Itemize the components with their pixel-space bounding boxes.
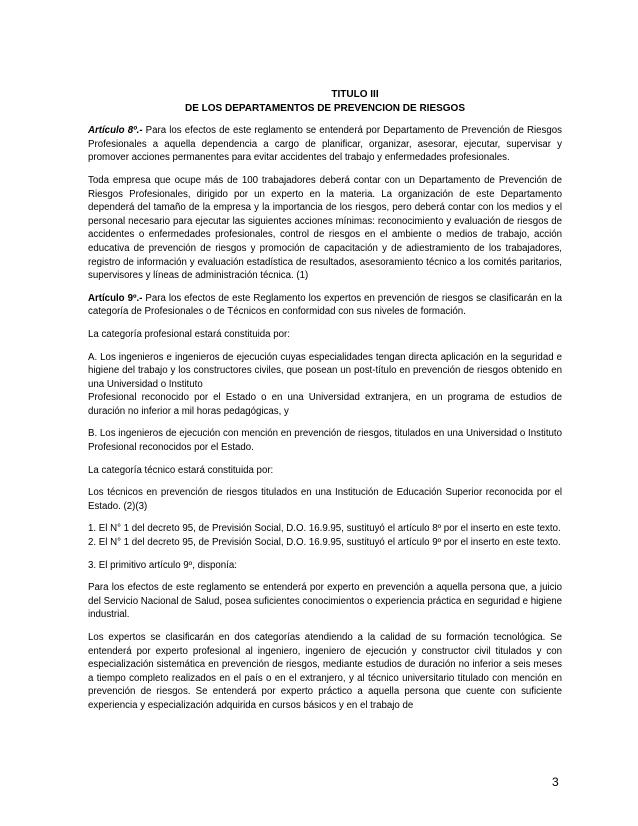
- item-a-line-2: Profesional reconocido por el Estado o en una Universidad extranjera, en un programa de estudios de duración no inferior a mil horas pedagógicas, y: [88, 392, 562, 417]
- footnotes-1-2: [88, 522, 562, 549]
- footnote-3: 3. El primitivo artículo 9º, disponía:: [88, 559, 237, 571]
- item-b-paragraph: B. Los ingenieros de ejecución con mención en prevención de riesgos, titulados en una Universidad o Instituto Profesional reconocidos por el Estado.: [88, 428, 562, 454]
- technical-category-heading: La categoría técnico estará constituida por:: [88, 464, 274, 476]
- page-number: 3: [552, 775, 559, 789]
- page-content: [88, 88, 562, 722]
- article-9-paragraph: [88, 292, 562, 319]
- expert-classification-paragraph: Los expertos se clasificarán en dos categorías atendiendo a la calidad de su formación tecnológica. Se entenderá por experto profesional al ingeniero, ingeniero de ejecución y constructor civil titulados y con especialización sistemática en prevención de riesgos, mediante estudios de duración no inferior a seis meses a tiempo completo realizados en el país o en el extranjero, y al técnico universitario titulado con mención en prevención de riesgos. Se entenderá por experto práctico a aquella persona que cuente con suficiente experiencia y especialización adquirida en cursos básicos y en el trabajo de: [88, 632, 562, 711]
- company-department-paragraph: Toda empresa que ocupe más de 100 trabajadores deberá contar con un Departamento de Prevención de Riesgos Profesionales, dirigido por un experto en la materia. La organización de este Departamento dependerá del tamaño de la empresa y la importancia de los riesgos, pero deberá contar con los medios y el personal necesario para ejecutar las siguientes acciones mínimas: reconocimiento y evaluación de riesgos de accidentes o enfermedades profesionales, control de riesgos en el ambiente o medios de trabajo, acción educativa de prevención de riesgos y promoción de capacitación y de adiestramiento de los trabajadores, registro de información y evaluación estadística de resultados, asesoramiento técnico a los comités paritarios, supervisores y líneas de administración técnica. (1): [88, 174, 562, 282]
- footnote-1: 1. El N° 1 del decreto 95, de Previsión Social, D.O. 16.9.95, sustituyó el artículo 8º por el inserto en este texto.: [88, 523, 561, 535]
- title-line-2: DE LOS DEPARTAMENTOS DE PREVENCION DE RIESGOS: [184, 102, 466, 114]
- technicians-paragraph: Los técnicos en prevención de riesgos titulados en una Institución de Educación Superior reconocida por el Estado. (2)(3): [88, 487, 562, 512]
- professional-category-heading: La categoría profesional estará constituida por:: [88, 328, 290, 340]
- item-a-paragraph: [88, 351, 562, 419]
- title-line-1: TITULO III: [331, 89, 379, 100]
- article-9-text: Para los efectos de este Reglamento los expertos en prevención de riesgos se clasificarán en la categoría de Profesionales o de Técnicos en conformidad con sus niveles de formación.: [88, 292, 563, 318]
- article-8-paragraph: [88, 124, 562, 165]
- article-9-label: Artículo 9º.-: [88, 292, 143, 304]
- article-8-label: Artículo 8º.-: [88, 125, 143, 137]
- expert-definition-paragraph: Para los efectos de este reglamento se entenderá por experto en prevención a aquella persona que, a juicio del Servicio Nacional de Salud, posea suficientes conocimientos o experiencia práctica en seguridad e higiene industrial.: [88, 582, 562, 621]
- section-title: [88, 88, 562, 115]
- footnote-2: 2. El N° 1 del decreto 95, de Previsión Social, D.O. 16.9.95, sustituyó el artículo 9º por el inserto en este texto.: [88, 537, 561, 549]
- item-a-line-1: A. Los ingenieros e ingenieros de ejecución cuyas especialidades tengan directa aplicación en la seguridad e higiene del trabajo y los constructores civiles, que posean un post-título en prevención de riesgos obtenido en una Universidad o Instituto: [88, 351, 562, 390]
- article-8-text: Para los efectos de este reglamento se entenderá por Departamento de Prevención de Riesgos Profesionales a aquella dependencia a cargo de planificar, organizar, asesorar, ejecutar, supervisar y promover acciones permanentes para evitar accidentes del trabajo y enfermedades profesionales.: [88, 125, 562, 164]
